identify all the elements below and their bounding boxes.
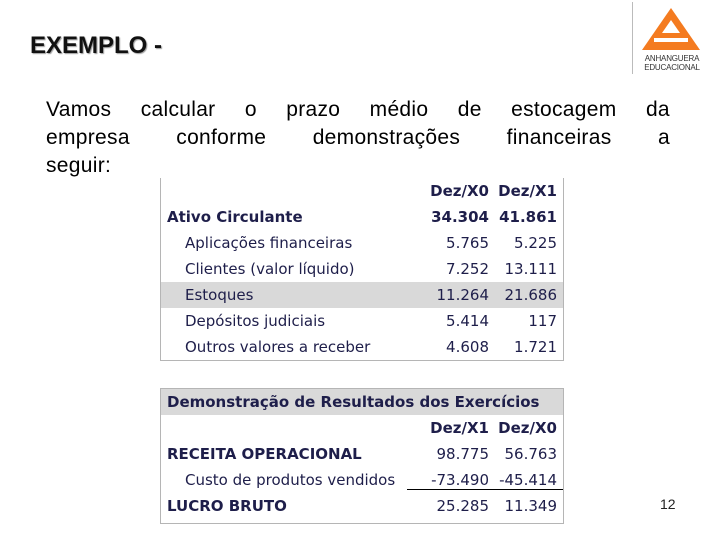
cell-value: 98.775 <box>436 445 489 463</box>
table-header-row <box>161 178 563 204</box>
row-label: Aplicações financeiras <box>185 234 353 252</box>
intro-word: de <box>457 98 482 121</box>
cell-value: -45.414 <box>489 471 563 490</box>
intro-word: médio <box>369 98 429 121</box>
table-row <box>161 308 563 334</box>
cell-value: 5.225 <box>514 234 557 252</box>
table-header-row <box>161 415 563 441</box>
table-row-highlighted <box>161 282 563 308</box>
income-statement-table <box>160 388 564 524</box>
cell-value: 25.285 <box>436 497 489 515</box>
row-label: Outros valores a receber <box>185 338 371 356</box>
balance-sheet-table <box>160 178 564 361</box>
cell-value: 11.264 <box>436 286 489 304</box>
intro-word: da <box>645 98 670 121</box>
intro-word: a <box>657 126 670 149</box>
row-label: Ativo Circulante <box>167 208 303 226</box>
intro-word: prazo <box>286 98 341 121</box>
cell-value: 11.349 <box>504 497 557 515</box>
intro-word: seguir: <box>46 154 112 177</box>
intro-word: empresa <box>46 126 130 149</box>
table-row <box>161 256 563 282</box>
intro-line <box>46 124 670 152</box>
intro-word: estocagem <box>511 98 617 121</box>
table-row <box>161 230 563 256</box>
cell-value: 5.414 <box>446 312 489 330</box>
column-header: Dez/X1 <box>430 419 489 437</box>
logo-text-line1: ANHANGUERA <box>644 54 700 63</box>
intro-word: calcular <box>140 98 216 121</box>
row-label: Estoques <box>185 286 254 304</box>
intro-word: o <box>244 98 257 121</box>
cell-value: 41.861 <box>499 208 557 226</box>
table-row <box>161 441 563 467</box>
cell-value: 21.686 <box>504 286 557 304</box>
intro-paragraph <box>46 96 670 180</box>
cell-value: 1.721 <box>514 338 557 356</box>
cell-value: 34.304 <box>431 208 489 226</box>
anhanguera-logo <box>632 2 710 74</box>
cell-value: 13.111 <box>504 260 557 278</box>
table-row <box>161 204 563 230</box>
row-label: Depósitos judiciais <box>185 312 326 330</box>
table-row <box>161 334 563 360</box>
page-number: 12 <box>660 496 676 512</box>
triangle-logo-icon <box>640 6 702 52</box>
intro-word: financeiras <box>506 126 612 149</box>
logo-divider <box>632 2 633 74</box>
row-label: Custo de produtos vendidos <box>185 471 396 489</box>
cell-value: 117 <box>528 312 557 330</box>
table-row <box>161 493 563 519</box>
intro-word: conforme <box>176 126 267 149</box>
logo-text-line2: EDUCACIONAL <box>644 63 700 72</box>
cell-value: 5.765 <box>446 234 489 252</box>
table-row <box>161 467 563 493</box>
column-header: Dez/X0 <box>498 419 557 437</box>
table-title: Demonstração de Resultados dos Exercícios <box>161 389 563 415</box>
intro-line <box>46 152 670 180</box>
intro-word: Vamos <box>46 98 112 121</box>
slide-title: EXEMPLO - <box>30 32 163 59</box>
intro-line <box>46 96 670 124</box>
cell-value: 4.608 <box>446 338 489 356</box>
column-header: Dez/X0 <box>430 182 489 200</box>
row-label: LUCRO BRUTO <box>167 497 287 515</box>
row-label: Clientes (valor líquido) <box>185 260 355 278</box>
cell-value: -73.490 <box>407 471 489 490</box>
cell-value: 7.252 <box>446 260 489 278</box>
row-label: RECEITA OPERACIONAL <box>167 445 362 463</box>
column-header: Dez/X1 <box>498 182 557 200</box>
cell-value: 56.763 <box>504 445 557 463</box>
intro-word: demonstrações <box>312 126 461 149</box>
